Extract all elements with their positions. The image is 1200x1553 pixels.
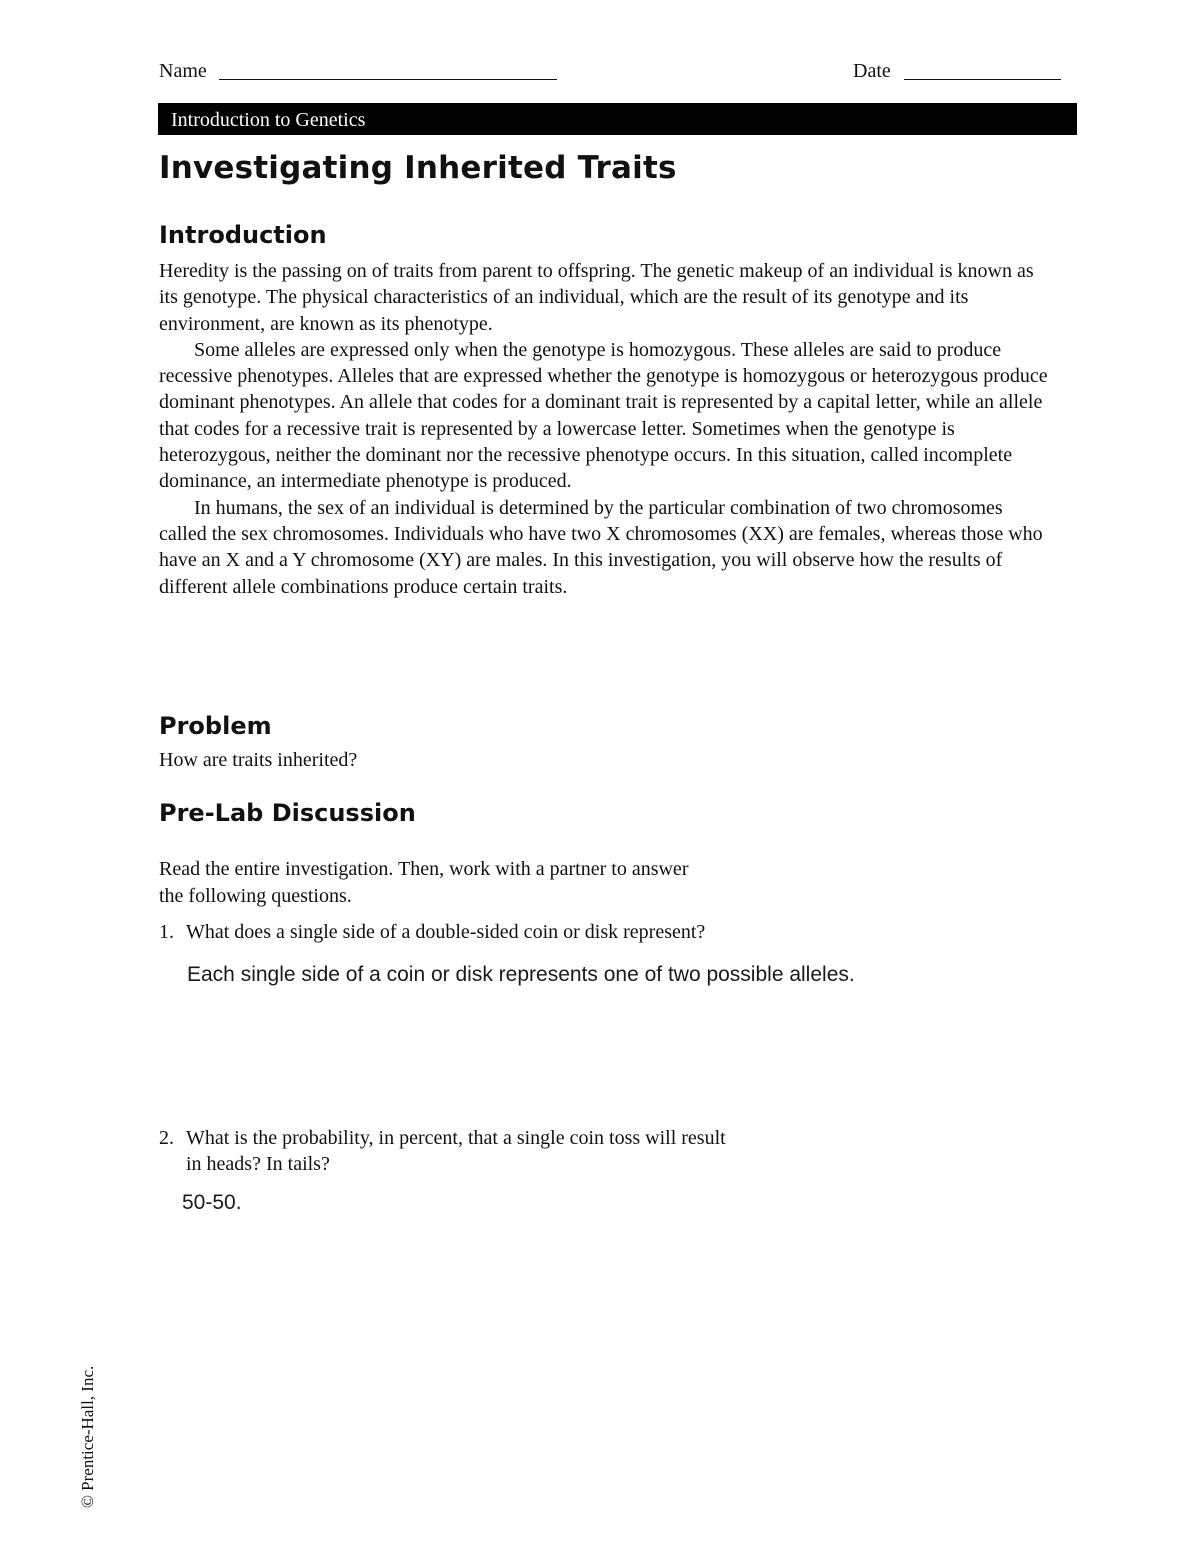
question-number: 1. (159, 921, 174, 943)
name-blank-line[interactable] (219, 79, 557, 80)
introduction-body (159, 258, 1049, 600)
prelab-instructions-line1: Read the entire investigation. Then, work with a partner to answer (159, 858, 689, 880)
problem-text: How are traits inherited? (159, 749, 358, 771)
intro-paragraph: In humans, the sex of an individual is determined by the particular combination of two chromosomes called the sex chromosomes. Individuals who have two X chromosomes (XX) are females, whereas those who have an X and a Y chromosome (XY) are males. In this investigation, you will observe how the results of different allele combinations produce certain traits. (159, 496, 1043, 598)
question-text-continued: in heads? In tails? (186, 1153, 330, 1175)
copyright-notice: © Prentice-Hall, Inc. (78, 1365, 97, 1508)
prelab-instructions-line2: the following questions. (159, 885, 352, 907)
name-label: Name (159, 60, 207, 82)
question-text: What is the probability, in percent, that a single coin toss will result (186, 1127, 726, 1149)
date-blank-line[interactable] (904, 79, 1061, 80)
prelab-heading: Pre-Lab Discussion (159, 799, 416, 827)
problem-heading: Problem (159, 712, 272, 740)
question-number: 2. (159, 1127, 174, 1149)
page-title: Investigating Inherited Traits (159, 150, 677, 186)
intro-paragraph: Some alleles are expressed only when the genotype is homozygous. These alleles are said to produce recessive phenotypes. Alleles that are expressed whether the genotype is homozygous or heterozygous produce dominant phenotypes. An allele that codes for a dominant trait is represented by a capital letter, while an allele that codes for a recessive trait is represented by a lowercase letter. Sometimes when the genotype is heterozygous, neither the dominant nor the recessive phenotype occurs. In this situation, called incomplete dominance, an intermediate phenotype is produced. (159, 338, 1048, 493)
date-label: Date (853, 60, 891, 82)
introduction-heading: Introduction (159, 221, 327, 249)
answer-text[interactable]: 50-50. (182, 1191, 242, 1214)
intro-paragraph: Heredity is the passing on of traits from parent to offspring. The genetic makeup of an individual is known as its genotype. The physical characteristics of an individual, which are the result of its genotype and its environment, are known as its phenotype. (159, 260, 1034, 335)
section-bar: Introduction to Genetics (158, 103, 1077, 135)
answer-text[interactable]: Each single side of a coin or disk represents one of two possible alleles. (187, 963, 855, 986)
question-text: What does a single side of a double-sided coin or disk represent? (186, 921, 706, 943)
